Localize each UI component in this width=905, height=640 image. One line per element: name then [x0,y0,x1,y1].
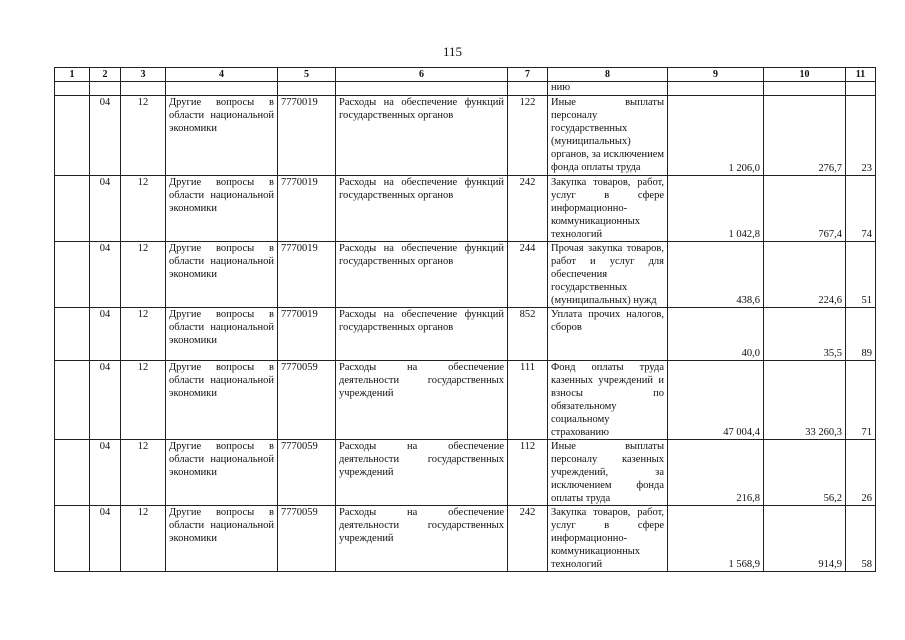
expense-type-cell: 242 [508,176,548,242]
target-article-cell: 7770019 [278,96,336,176]
percent-executed-cell: 89 [846,308,876,361]
column-header: 4 [166,68,278,82]
subsection-code-cell: 12 [121,176,166,242]
expense-type-cell: 122 [508,96,548,176]
table-cell [508,82,548,96]
column-header: 7 [508,68,548,82]
expense-type-name-cell: Иные выплаты персоналу государственных (муниципальных) органов, за исключением фонда оплаты труда [548,96,668,176]
planned-amount-cell: 1 206,0 [668,96,764,176]
section-code-cell: 04 [90,361,121,440]
executed-amount-cell: 35,5 [764,308,846,361]
subsection-name-cell: Другие вопросы в области национальной экономики [166,96,278,176]
target-article-name-cell: Расходы на обеспечение функций государственных органов [336,242,508,308]
percent-executed-cell: 26 [846,440,876,506]
column-header: 10 [764,68,846,82]
subsection-name-cell: Другие вопросы в области национальной экономики [166,361,278,440]
expense-type-name-cell: Фонд оплаты труда казенных учреждений и взносы по обязательному социальному страхованию [548,361,668,440]
continuation-text: нию [548,82,668,96]
percent-executed-cell: 74 [846,176,876,242]
target-article-cell: 7770019 [278,308,336,361]
target-article-name-cell: Расходы на обеспечение функций государственных органов [336,176,508,242]
table-cell [846,82,876,96]
table-cell [668,82,764,96]
planned-amount-cell: 47 004,4 [668,361,764,440]
section-code-cell: 04 [90,242,121,308]
target-article-cell: 7770059 [278,506,336,572]
planned-amount-cell: 216,8 [668,440,764,506]
expense-type-cell: 852 [508,308,548,361]
section-code-cell: 04 [90,506,121,572]
subsection-code-cell: 12 [121,308,166,361]
row-index-cell [55,506,90,572]
planned-amount-cell: 40,0 [668,308,764,361]
planned-amount-cell: 1 042,8 [668,176,764,242]
column-header: 9 [668,68,764,82]
column-header: 11 [846,68,876,82]
subsection-name-cell: Другие вопросы в области национальной экономики [166,308,278,361]
percent-executed-cell: 71 [846,361,876,440]
target-article-cell: 7770059 [278,361,336,440]
subsection-code-cell: 12 [121,242,166,308]
table-row [55,242,876,308]
section-code-cell: 04 [90,96,121,176]
expense-type-name-cell: Закупка товаров, работ, услуг в сфере информационно-коммуникационных технологий [548,176,668,242]
percent-executed-cell: 23 [846,96,876,176]
table-cell [764,82,846,96]
table-row [55,96,876,176]
table-cell [121,82,166,96]
executed-amount-cell: 224,6 [764,242,846,308]
percent-executed-cell: 58 [846,506,876,572]
subsection-code-cell: 12 [121,361,166,440]
executed-amount-cell: 33 260,3 [764,361,846,440]
table-cell [90,82,121,96]
budget-table [54,67,876,572]
planned-amount-cell: 1 568,9 [668,506,764,572]
expense-type-cell: 111 [508,361,548,440]
column-header: 3 [121,68,166,82]
subsection-name-cell: Другие вопросы в области национальной экономики [166,176,278,242]
subsection-name-cell: Другие вопросы в области национальной экономики [166,506,278,572]
row-index-cell [55,242,90,308]
target-article-name-cell: Расходы на обеспечение функций государственных органов [336,96,508,176]
table-row [55,361,876,440]
subsection-name-cell: Другие вопросы в области национальной экономики [166,242,278,308]
executed-amount-cell: 276,7 [764,96,846,176]
expense-type-name-cell: Закупка товаров, работ, услуг в сфере информационно-коммуникационных технологий [548,506,668,572]
table-cell [278,82,336,96]
executed-amount-cell: 56,2 [764,440,846,506]
row-index-cell [55,176,90,242]
table-cell [166,82,278,96]
column-header: 6 [336,68,508,82]
row-index-cell [55,96,90,176]
table-header-row [55,68,876,82]
row-index-cell [55,308,90,361]
column-header: 5 [278,68,336,82]
target-article-name-cell: Расходы на обеспечение деятельности государственных учреждений [336,440,508,506]
table-cell [336,82,508,96]
subsection-code-cell: 12 [121,96,166,176]
continuation-row [55,82,876,96]
table-row [55,308,876,361]
section-code-cell: 04 [90,308,121,361]
expense-type-name-cell: Иные выплаты персоналу казенных учреждений, за исключением фонда оплаты труда [548,440,668,506]
target-article-name-cell: Расходы на обеспечение функций государственных органов [336,308,508,361]
row-index-cell [55,361,90,440]
subsection-name-cell: Другие вопросы в области национальной экономики [166,440,278,506]
percent-executed-cell: 51 [846,242,876,308]
target-article-cell: 7770019 [278,176,336,242]
target-article-name-cell: Расходы на обеспечение деятельности государственных учреждений [336,506,508,572]
expense-type-name-cell: Уплата прочих налогов, сборов [548,308,668,361]
column-header: 1 [55,68,90,82]
table-row [55,440,876,506]
expense-type-cell: 244 [508,242,548,308]
column-header: 8 [548,68,668,82]
table-row [55,506,876,572]
expense-type-cell: 112 [508,440,548,506]
table-row [55,176,876,242]
section-code-cell: 04 [90,176,121,242]
expense-type-cell: 242 [508,506,548,572]
executed-amount-cell: 914,9 [764,506,846,572]
section-code-cell: 04 [90,440,121,506]
planned-amount-cell: 438,6 [668,242,764,308]
expense-type-name-cell: Прочая закупка товаров, работ и услуг для обеспечения государственных (муниципальных) нужд [548,242,668,308]
column-header: 2 [90,68,121,82]
executed-amount-cell: 767,4 [764,176,846,242]
subsection-code-cell: 12 [121,440,166,506]
subsection-code-cell: 12 [121,506,166,572]
target-article-cell: 7770019 [278,242,336,308]
target-article-name-cell: Расходы на обеспечение деятельности государственных учреждений [336,361,508,440]
page-number: 115 [442,44,463,59]
target-article-cell: 7770059 [278,440,336,506]
row-index-cell [55,440,90,506]
table-cell [55,82,90,96]
